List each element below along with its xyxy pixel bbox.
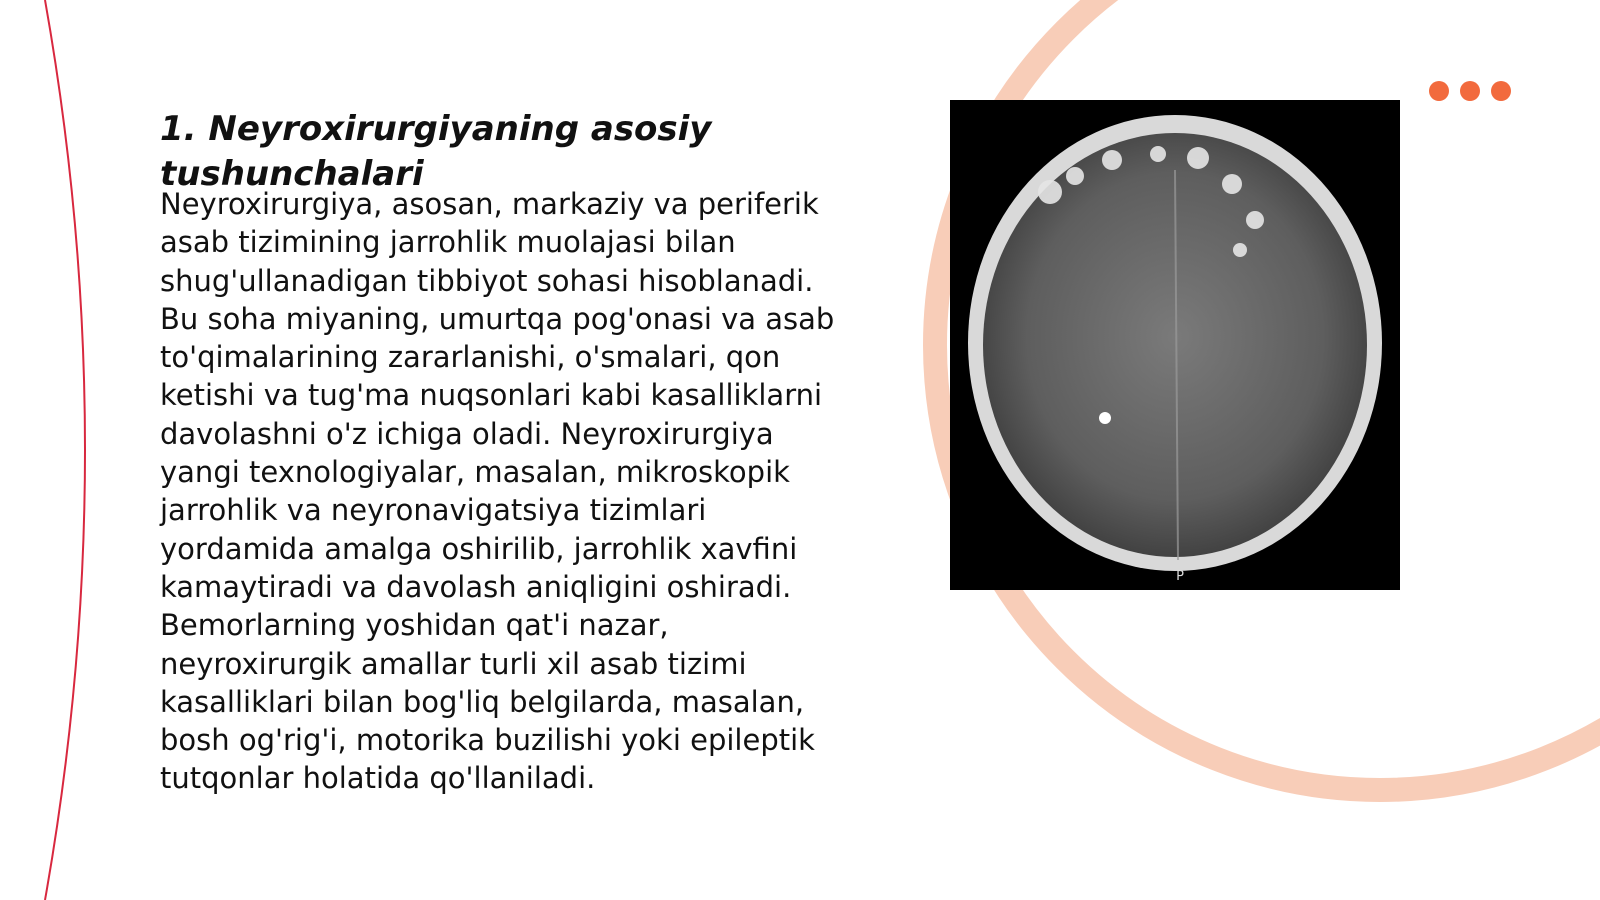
scan-orientation-label: P [1176,569,1184,584]
three-dots-icon [1428,80,1512,102]
slide-title: 1. Neyroxirurgiyaning asosiy tushunchalari [160,109,712,194]
slide-body-text: Neyroxirurgiya, asosan, markaziy va periferik asab tizimining jarrohlik muolajasi bilan shug'ullanadigan tibbiyot sohasi hisoblanadi. Bu soha miyaning, umurtqa pog'onasi va asab to'qimalarining zararlanishi, o'smalari, qon ketishi va tug'ma nuqsonlari kabi kasalliklarni davolashni o'z ichiga oladi. Neyroxirurgiya yangi texnologiyalar, masalan, mikroskopik jarrohlik va neyronavigatsiya tizimlari yordamida amalga oshirilib, jarrohlik xavfini kamaytiradi va davolash aniqligini oshiradi. Bemorlarning yoshidan qat'i nazar, neyroxirurgik amallar turli xil asab tizimi kasalliklari bilan bog'liq belgilarda, masalan, bosh og'rig'i, motorika buzilishi yoki epileptik tutqonlar holatida qo'llaniladi. [160,187,835,796]
left-curve-line [45,0,85,900]
ct-scan-image [950,100,1400,590]
